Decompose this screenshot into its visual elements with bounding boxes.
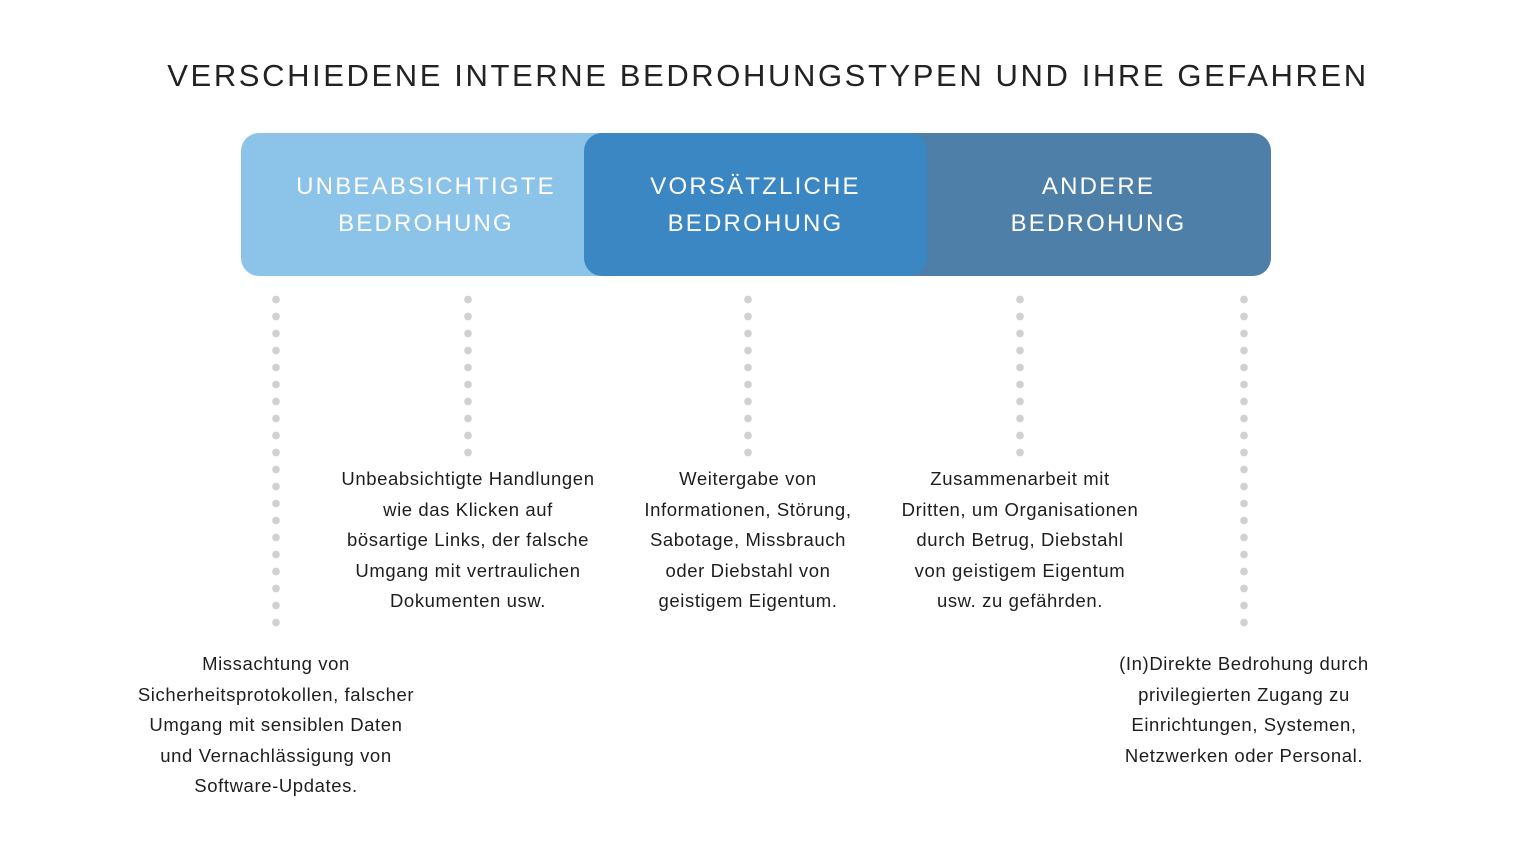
- category-intentional-label: VORSÄTZLICHE BEDROHUNG: [650, 172, 861, 237]
- description-accidental-actions: Unbeabsichtigte Handlungen wie das Klicken auf bösartige Links, der falsche Umgang mit vertraulichen Dokumenten usw.: [341, 468, 595, 611]
- category-unintended-label: UNBEABSICHTIGTE BEDROHUNG: [296, 172, 556, 237]
- diagram-title: VERSCHIEDENE INTERNE BEDROHUNGSTYPEN UND IHRE GEFAHREN: [167, 58, 1369, 93]
- connector-dots-1: [272, 291, 280, 632]
- description-collusion: Zusammenarbeit mit Dritten, um Organisationen durch Betrug, Diebstahl von geistigem Eigentum usw. zu gefährden.: [901, 468, 1139, 611]
- category-other-label: ANDERE BEDROHUNG: [1010, 172, 1187, 237]
- connector-dots-2: [464, 291, 472, 457]
- connector-dots-4: [1016, 291, 1024, 457]
- connector-dots-3: [744, 291, 752, 457]
- description-privileged-access: (In)Direkte Bedrohung durch privilegierten Zugang zu Einrichtungen, Systemen, Netzwerken oder Personal.: [1119, 653, 1369, 766]
- description-negligence: Missachtung von Sicherheitsprotokollen, falscher Umgang mit sensiblen Daten und Vernachlässigung von Software-Updates.: [137, 653, 415, 796]
- connector-dots-5: [1240, 291, 1248, 632]
- category-intentional-threat: [584, 133, 927, 276]
- description-intentional: Weitergabe von Informationen, Störung, Sabotage, Missbrauch oder Diebstahl von geistigem Eigentum.: [644, 468, 852, 611]
